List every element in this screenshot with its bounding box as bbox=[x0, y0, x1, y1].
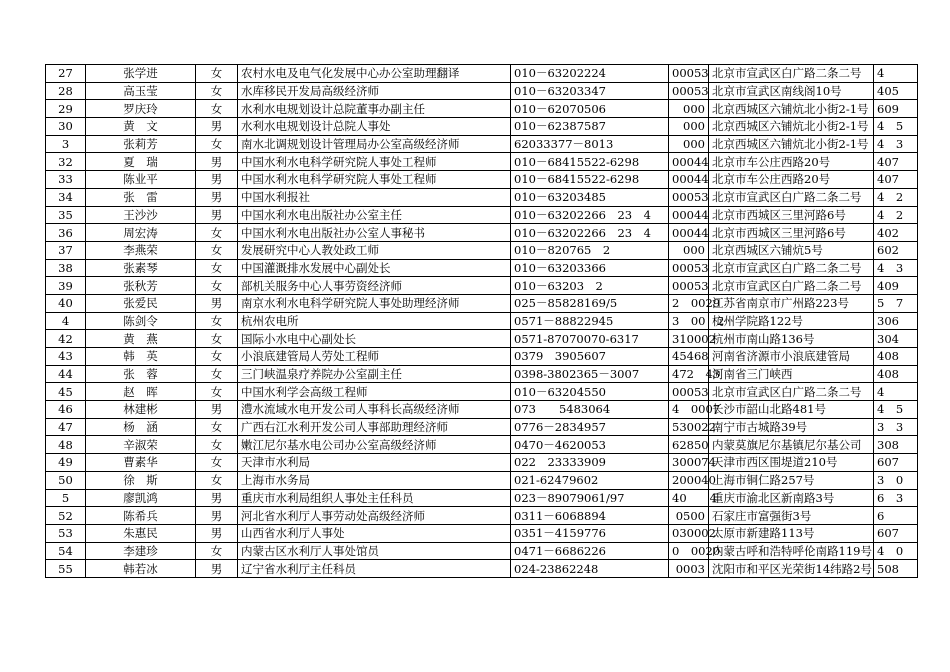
postcode-cell: 030002 bbox=[669, 524, 709, 542]
phone-cell: 0776－2834957 bbox=[511, 418, 669, 436]
gender-cell: 女 bbox=[196, 436, 238, 454]
room-cell: 607 bbox=[874, 524, 918, 542]
row-number-cell: 39 bbox=[46, 277, 86, 295]
name-cell: 林建彬 bbox=[86, 401, 196, 419]
phone-cell: 0379 3905607 bbox=[511, 348, 669, 366]
table-row bbox=[46, 135, 918, 153]
table-row bbox=[46, 365, 918, 383]
postcode-cell: 200040 bbox=[669, 471, 709, 489]
room-cell: 4 5 bbox=[874, 401, 918, 419]
gender-cell: 女 bbox=[196, 224, 238, 242]
postcode-cell: 530022 bbox=[669, 418, 709, 436]
table-row bbox=[46, 65, 918, 83]
phone-cell: 010－63202224 bbox=[511, 65, 669, 83]
row-number-cell: 43 bbox=[46, 348, 86, 366]
table-row bbox=[46, 312, 918, 330]
position-cell: 小浪底建管局人劳处工程师 bbox=[238, 348, 511, 366]
address-cell: 内蒙古呼和浩特呼伦南路119号 bbox=[709, 542, 874, 560]
row-number-cell: 47 bbox=[46, 418, 86, 436]
postcode-cell: 2 0029 bbox=[669, 294, 709, 312]
address-cell: 北京市西城区三里河路6号 bbox=[709, 206, 874, 224]
phone-cell: 0351－4159776 bbox=[511, 524, 669, 542]
gender-cell: 女 bbox=[196, 82, 238, 100]
position-cell: 农村水电及电气化发展中心办公室助理翻译 bbox=[238, 65, 511, 83]
postcode-cell: 00044 bbox=[669, 153, 709, 171]
room-cell: 609 bbox=[874, 100, 918, 118]
gender-cell: 女 bbox=[196, 365, 238, 383]
name-cell: 罗庆玲 bbox=[86, 100, 196, 118]
phone-cell: 0571-87070070-6317 bbox=[511, 330, 669, 348]
position-cell: 杭州农电所 bbox=[238, 312, 511, 330]
phone-cell: 0398-3802365－3007 bbox=[511, 365, 669, 383]
name-cell: 曹素华 bbox=[86, 454, 196, 472]
room-cell: 306 bbox=[874, 312, 918, 330]
phone-cell: 073 5483064 bbox=[511, 401, 669, 419]
postcode-cell: 000 bbox=[669, 241, 709, 259]
gender-cell: 女 bbox=[196, 454, 238, 472]
position-cell: 水库移民开发局高级经济师 bbox=[238, 82, 511, 100]
address-cell: 长沙市韶山北路481号 bbox=[709, 401, 874, 419]
gender-cell: 女 bbox=[196, 330, 238, 348]
name-cell: 高玉莹 bbox=[86, 82, 196, 100]
postcode-cell: 00044 bbox=[669, 206, 709, 224]
position-cell: 重庆市水利局组织人事处主任科员 bbox=[238, 489, 511, 507]
postcode-cell: 00044 bbox=[669, 171, 709, 189]
table-row bbox=[46, 259, 918, 277]
phone-cell: 025－85828169/5 bbox=[511, 294, 669, 312]
table-row bbox=[46, 524, 918, 542]
address-cell: 上海市铜仁路257号 bbox=[709, 471, 874, 489]
address-cell: 北京西城区六铺炕北小街2-1号 bbox=[709, 100, 874, 118]
table-row bbox=[46, 224, 918, 242]
phone-cell: 62033377－8013 bbox=[511, 135, 669, 153]
row-number-cell: 28 bbox=[46, 82, 86, 100]
row-number-cell: 40 bbox=[46, 294, 86, 312]
name-cell: 徐 斯 bbox=[86, 471, 196, 489]
row-number-cell: 35 bbox=[46, 206, 86, 224]
room-cell: 3 3 bbox=[874, 418, 918, 436]
phone-cell: 010－63203 2 bbox=[511, 277, 669, 295]
postcode-cell: 0 0020 bbox=[669, 542, 709, 560]
name-cell: 王沙沙 bbox=[86, 206, 196, 224]
address-cell: 北京市宣武区白广路二条二号 bbox=[709, 259, 874, 277]
row-number-cell: 27 bbox=[46, 65, 86, 83]
row-number-cell: 45 bbox=[46, 383, 86, 401]
phone-cell: 023－89079061/97 bbox=[511, 489, 669, 507]
row-number-cell: 49 bbox=[46, 454, 86, 472]
position-cell: 水利水电规划设计总院董事办副主任 bbox=[238, 100, 511, 118]
postcode-cell: 40 4 bbox=[669, 489, 709, 507]
phone-cell: 010－62070506 bbox=[511, 100, 669, 118]
gender-cell: 女 bbox=[196, 471, 238, 489]
row-number-cell: 30 bbox=[46, 118, 86, 136]
phone-cell: 010－63202266 23 4 bbox=[511, 206, 669, 224]
postcode-cell: 00053 bbox=[669, 82, 709, 100]
room-cell: 5 7 bbox=[874, 294, 918, 312]
room-cell: 408 bbox=[874, 348, 918, 366]
table-row bbox=[46, 277, 918, 295]
row-number-cell: 29 bbox=[46, 100, 86, 118]
address-cell: 太原市新建路113号 bbox=[709, 524, 874, 542]
name-cell: 黄 燕 bbox=[86, 330, 196, 348]
table-row bbox=[46, 171, 918, 189]
position-cell: 水利水电规划设计总院人事处 bbox=[238, 118, 511, 136]
room-cell: 3 0 bbox=[874, 471, 918, 489]
room-cell: 408 bbox=[874, 365, 918, 383]
row-number-cell: 48 bbox=[46, 436, 86, 454]
row-number-cell: 32 bbox=[46, 153, 86, 171]
name-cell: 张素琴 bbox=[86, 259, 196, 277]
address-cell: 石家庄市富强街3号 bbox=[709, 507, 874, 525]
room-cell: 4 bbox=[874, 383, 918, 401]
table-body bbox=[46, 65, 918, 578]
table-row bbox=[46, 507, 918, 525]
row-number-cell: 46 bbox=[46, 401, 86, 419]
postcode-cell: 310002 bbox=[669, 330, 709, 348]
room-cell: 607 bbox=[874, 454, 918, 472]
table-row bbox=[46, 401, 918, 419]
row-number-cell: 36 bbox=[46, 224, 86, 242]
table-row bbox=[46, 383, 918, 401]
name-cell: 陈希兵 bbox=[86, 507, 196, 525]
gender-cell: 男 bbox=[196, 294, 238, 312]
name-cell: 张 雷 bbox=[86, 188, 196, 206]
gender-cell: 男 bbox=[196, 118, 238, 136]
address-cell: 重庆市渝北区新南路3号 bbox=[709, 489, 874, 507]
row-number-cell: 5 bbox=[46, 489, 86, 507]
room-cell: 6 3 bbox=[874, 489, 918, 507]
phone-cell: 0571－88822945 bbox=[511, 312, 669, 330]
room-cell: 4 bbox=[874, 65, 918, 83]
table-row bbox=[46, 188, 918, 206]
address-cell: 杭州学院路122号 bbox=[709, 312, 874, 330]
name-cell: 陈业平 bbox=[86, 171, 196, 189]
name-cell: 李建珍 bbox=[86, 542, 196, 560]
position-cell: 山西省水利厅人事处 bbox=[238, 524, 511, 542]
address-cell: 北京市宣武区白广路二条二号 bbox=[709, 65, 874, 83]
room-cell: 308 bbox=[874, 436, 918, 454]
postcode-cell: 472 43 bbox=[669, 365, 709, 383]
position-cell: 嫩江尼尔基水电公司办公室高级经济师 bbox=[238, 436, 511, 454]
phone-cell: 010－68415522-6298 bbox=[511, 153, 669, 171]
contact-table bbox=[45, 64, 918, 578]
name-cell: 辛淑荣 bbox=[86, 436, 196, 454]
phone-cell: 021-62479602 bbox=[511, 471, 669, 489]
phone-cell: 010－63203366 bbox=[511, 259, 669, 277]
gender-cell: 男 bbox=[196, 153, 238, 171]
table-row bbox=[46, 489, 918, 507]
gender-cell: 女 bbox=[196, 65, 238, 83]
room-cell: 4 3 bbox=[874, 259, 918, 277]
address-cell: 河南省三门峡西 bbox=[709, 365, 874, 383]
phone-cell: 024-23862248 bbox=[511, 560, 669, 578]
gender-cell: 男 bbox=[196, 206, 238, 224]
room-cell: 407 bbox=[874, 153, 918, 171]
row-number-cell: 34 bbox=[46, 188, 86, 206]
phone-cell: 0471－6686226 bbox=[511, 542, 669, 560]
postcode-cell: 00044 bbox=[669, 224, 709, 242]
name-cell: 李燕荣 bbox=[86, 241, 196, 259]
name-cell: 韩若冰 bbox=[86, 560, 196, 578]
room-cell: 508 bbox=[874, 560, 918, 578]
row-number-cell: 55 bbox=[46, 560, 86, 578]
gender-cell: 女 bbox=[196, 418, 238, 436]
position-cell: 辽宁省水利厅主任科员 bbox=[238, 560, 511, 578]
row-number-cell: 44 bbox=[46, 365, 86, 383]
gender-cell: 男 bbox=[196, 188, 238, 206]
phone-cell: 0311－6068894 bbox=[511, 507, 669, 525]
address-cell: 北京西城区六铺炕5号 bbox=[709, 241, 874, 259]
postcode-cell: 3 00 2 bbox=[669, 312, 709, 330]
row-number-cell: 37 bbox=[46, 241, 86, 259]
table-row bbox=[46, 118, 918, 136]
position-cell: 中国灌溉排水发展中心副处长 bbox=[238, 259, 511, 277]
table-row bbox=[46, 542, 918, 560]
address-cell: 杭州市南山路136号 bbox=[709, 330, 874, 348]
postcode-cell: 0003 bbox=[669, 560, 709, 578]
gender-cell: 女 bbox=[196, 135, 238, 153]
postcode-cell: 45468 bbox=[669, 348, 709, 366]
address-cell: 北京市宣武区白广路二条二号 bbox=[709, 277, 874, 295]
address-cell: 北京市车公庄西路20号 bbox=[709, 153, 874, 171]
position-cell: 发展研究中心人教处政工师 bbox=[238, 241, 511, 259]
name-cell: 张学进 bbox=[86, 65, 196, 83]
gender-cell: 女 bbox=[196, 348, 238, 366]
postcode-cell: 000 bbox=[669, 118, 709, 136]
table-row bbox=[46, 348, 918, 366]
postcode-cell: 0500 bbox=[669, 507, 709, 525]
room-cell: 304 bbox=[874, 330, 918, 348]
position-cell: 中国水利报社 bbox=[238, 188, 511, 206]
table-row bbox=[46, 418, 918, 436]
position-cell: 中国水利水电出版社办公室主任 bbox=[238, 206, 511, 224]
room-cell: 407 bbox=[874, 171, 918, 189]
address-cell: 内蒙莫旗尼尔基镇尼尔基公司 bbox=[709, 436, 874, 454]
table-row bbox=[46, 153, 918, 171]
gender-cell: 女 bbox=[196, 241, 238, 259]
address-cell: 天津市西区围堤道210号 bbox=[709, 454, 874, 472]
room-cell: 409 bbox=[874, 277, 918, 295]
name-cell: 朱惠民 bbox=[86, 524, 196, 542]
gender-cell: 男 bbox=[196, 560, 238, 578]
row-number-cell: 53 bbox=[46, 524, 86, 542]
address-cell: 北京市宣武区白广路二条二号 bbox=[709, 383, 874, 401]
gender-cell: 女 bbox=[196, 542, 238, 560]
phone-cell: 0470－4620053 bbox=[511, 436, 669, 454]
phone-cell: 010－63203347 bbox=[511, 82, 669, 100]
gender-cell: 女 bbox=[196, 259, 238, 277]
phone-cell: 022 23333909 bbox=[511, 454, 669, 472]
room-cell: 405 bbox=[874, 82, 918, 100]
gender-cell: 男 bbox=[196, 489, 238, 507]
row-number-cell: 38 bbox=[46, 259, 86, 277]
room-cell: 4 2 bbox=[874, 188, 918, 206]
room-cell: 4 5 bbox=[874, 118, 918, 136]
position-cell: 澧水流域水电开发公司人事科长高级经济师 bbox=[238, 401, 511, 419]
room-cell: 6 bbox=[874, 507, 918, 525]
name-cell: 韩 英 bbox=[86, 348, 196, 366]
address-cell: 河南省济源市小浪底建管局 bbox=[709, 348, 874, 366]
table-row bbox=[46, 436, 918, 454]
room-cell: 402 bbox=[874, 224, 918, 242]
position-cell: 南京水利水电科学研究院人事处助理经济师 bbox=[238, 294, 511, 312]
table-row bbox=[46, 206, 918, 224]
phone-cell: 010－63204550 bbox=[511, 383, 669, 401]
table-row bbox=[46, 560, 918, 578]
postcode-cell: 4 0007 bbox=[669, 401, 709, 419]
position-cell: 中国水利学会高级工程师 bbox=[238, 383, 511, 401]
name-cell: 杨 涵 bbox=[86, 418, 196, 436]
phone-cell: 010－68415522-6298 bbox=[511, 171, 669, 189]
position-cell: 中国水利水电出版社办公室人事秘书 bbox=[238, 224, 511, 242]
row-number-cell: 3 bbox=[46, 135, 86, 153]
name-cell: 周宏涛 bbox=[86, 224, 196, 242]
address-cell: 北京市西城区三里河路6号 bbox=[709, 224, 874, 242]
postcode-cell: 000 bbox=[669, 135, 709, 153]
address-cell: 江苏省南京市广州路223号 bbox=[709, 294, 874, 312]
position-cell: 上海市水务局 bbox=[238, 471, 511, 489]
room-cell: 4 0 bbox=[874, 542, 918, 560]
address-cell: 南宁市古城路39号 bbox=[709, 418, 874, 436]
position-cell: 南水北调规划设计管理局办公室高级经济师 bbox=[238, 135, 511, 153]
table-row bbox=[46, 241, 918, 259]
position-cell: 中国水利水电科学研究院人事处工程师 bbox=[238, 171, 511, 189]
position-cell: 河北省水利厅人事劳动处高级经济师 bbox=[238, 507, 511, 525]
row-number-cell: 4 bbox=[46, 312, 86, 330]
gender-cell: 女 bbox=[196, 383, 238, 401]
position-cell: 内蒙古区水利厅人事处馆员 bbox=[238, 542, 511, 560]
postcode-cell: 00053 bbox=[669, 188, 709, 206]
address-cell: 沈阳市和平区光荣街14纬路2号 bbox=[709, 560, 874, 578]
position-cell: 广西右江水利开发公司人事部助理经济师 bbox=[238, 418, 511, 436]
gender-cell: 女 bbox=[196, 312, 238, 330]
row-number-cell: 33 bbox=[46, 171, 86, 189]
table-row bbox=[46, 471, 918, 489]
table-row bbox=[46, 330, 918, 348]
room-cell: 4 3 bbox=[874, 135, 918, 153]
postcode-cell: 00053 bbox=[669, 259, 709, 277]
name-cell: 张莉芳 bbox=[86, 135, 196, 153]
table-row bbox=[46, 82, 918, 100]
name-cell: 张秋芳 bbox=[86, 277, 196, 295]
name-cell: 陈剑令 bbox=[86, 312, 196, 330]
address-cell: 北京市车公庄西路20号 bbox=[709, 171, 874, 189]
gender-cell: 男 bbox=[196, 524, 238, 542]
address-cell: 北京市宣武区南线阁10号 bbox=[709, 82, 874, 100]
phone-cell: 010－63202266 23 4 bbox=[511, 224, 669, 242]
name-cell: 张 蓉 bbox=[86, 365, 196, 383]
address-cell: 北京西城区六铺炕北小街2-1号 bbox=[709, 135, 874, 153]
room-cell: 602 bbox=[874, 241, 918, 259]
position-cell: 中国水利水电科学研究院人事处工程师 bbox=[238, 153, 511, 171]
phone-cell: 010－62387587 bbox=[511, 118, 669, 136]
name-cell: 夏 瑞 bbox=[86, 153, 196, 171]
room-cell: 4 2 bbox=[874, 206, 918, 224]
gender-cell: 男 bbox=[196, 507, 238, 525]
gender-cell: 女 bbox=[196, 277, 238, 295]
name-cell: 张爱民 bbox=[86, 294, 196, 312]
name-cell: 黄 文 bbox=[86, 118, 196, 136]
table-row bbox=[46, 454, 918, 472]
postcode-cell: 000 bbox=[669, 100, 709, 118]
position-cell: 国际小水电中心副处长 bbox=[238, 330, 511, 348]
row-number-cell: 54 bbox=[46, 542, 86, 560]
gender-cell: 男 bbox=[196, 171, 238, 189]
name-cell: 廖凯鸿 bbox=[86, 489, 196, 507]
gender-cell: 男 bbox=[196, 401, 238, 419]
address-cell: 北京市宣武区白广路二条二号 bbox=[709, 188, 874, 206]
name-cell: 赵 晖 bbox=[86, 383, 196, 401]
phone-cell: 010－820765 2 bbox=[511, 241, 669, 259]
table-row bbox=[46, 100, 918, 118]
phone-cell: 010－63203485 bbox=[511, 188, 669, 206]
postcode-cell: 300074 bbox=[669, 454, 709, 472]
address-cell: 北京西城区六铺炕北小街2-1号 bbox=[709, 118, 874, 136]
row-number-cell: 52 bbox=[46, 507, 86, 525]
postcode-cell: 00053 bbox=[669, 65, 709, 83]
row-number-cell: 42 bbox=[46, 330, 86, 348]
gender-cell: 女 bbox=[196, 100, 238, 118]
postcode-cell: 62850 bbox=[669, 436, 709, 454]
position-cell: 部机关服务中心人事劳资经济师 bbox=[238, 277, 511, 295]
postcode-cell: 00053 bbox=[669, 277, 709, 295]
position-cell: 天津市水利局 bbox=[238, 454, 511, 472]
table-row bbox=[46, 294, 918, 312]
position-cell: 三门峡温泉疗养院办公室副主任 bbox=[238, 365, 511, 383]
row-number-cell: 50 bbox=[46, 471, 86, 489]
postcode-cell: 00053 bbox=[669, 383, 709, 401]
